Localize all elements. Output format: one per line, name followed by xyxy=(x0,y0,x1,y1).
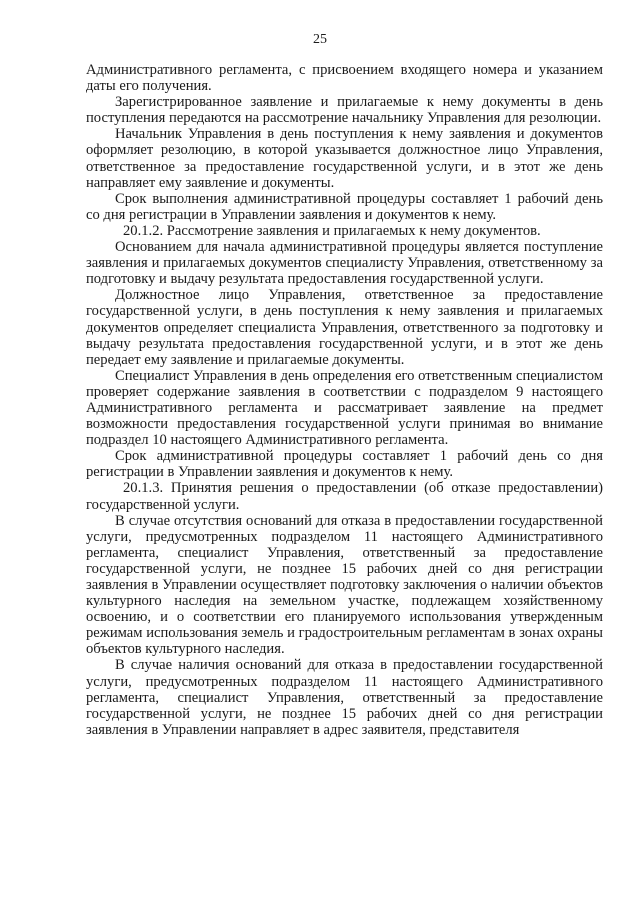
paragraph-basis: Основанием для начала административной процедуры является поступление заявления и прилагаемых документов специалисту Управления, ответственному за подготовку и выдачу результата предоставления государственной услуги. xyxy=(86,239,603,288)
paragraph-official: Должностное лицо Управления, ответственное за предоставление государственной услуги, в день поступления к нему заявления и прилагаемых документов определяет специалиста Управления, ответственного за подготовку и выдачу результата предоставления государственной услуги, и в этот же день передает ему заявление и прилагаемые документы. xyxy=(86,287,603,368)
paragraph-head-resolution: Начальник Управления в день поступления к нему заявления и документов оформляет резолюцию, в которой указывается должностное лицо Управления, ответственное за предоставление государственной услуги, и в этот же день направляет ему заявление и документы. xyxy=(86,126,603,191)
section-heading-20-1-3: 20.1.3. Принятия решения о предоставлении (об отказе предоставлении) государственной услуги. xyxy=(86,480,603,513)
paragraph-registered-application: Зарегистрированное заявление и прилагаемые к нему документы в день поступления передаются на рассмотрение начальнику Управления для резолюции. xyxy=(86,94,603,127)
paragraph-term-2: Срок административной процедуры составляет 1 рабочий день со дня регистрации в Управлении заявления и документов к нему. xyxy=(86,448,603,481)
section-heading-20-1-2: 20.1.2. Рассмотрение заявления и прилагаемых к нему документов. xyxy=(123,222,541,239)
page-number: 25 xyxy=(313,32,327,47)
paragraph-continuation: Административного регламента, с присвоением входящего номера и указанием даты его получения. xyxy=(86,62,603,95)
paragraph-no-grounds-refusal: В случае отсутствия оснований для отказа в предоставлении государственной услуги, предусмотренных подразделом 11 настоящего Административного регламента, специалист Управления, ответственный за предоставление государственной услуги, не позднее 15 рабочих дней со дня регистрации заявления в Управлении осуществляет подготовку заключения о наличии объектов культурного наследия на земельном участке, подлежащем хозяйственному освоению, и о соответствии его планируемого использования утвержденным режимам использования земель и градостроительным регламентам в зонах охраны объектов культурного наследия. xyxy=(86,512,603,658)
paragraph-grounds-refusal: В случае наличия оснований для отказа в предоставлении государственной услуги, предусмотренных подразделом 11 настоящего Административного регламента, специалист Управления, ответственный за предоставление государственной услуги, не позднее 15 рабочих дней со дня регистрации заявления в Управлении направляет в адрес заявителя, представителя xyxy=(86,657,603,738)
paragraph-specialist-check: Специалист Управления в день определения его ответственным специалистом проверяет содержание заявления в соответствии с подразделом 9 настоящего Административного регламента и рассматривает заявление на предмет возможности предоставления государственной услуги принимая во внимание подраздел 10 настоящего Административного регламента. xyxy=(86,367,603,449)
paragraph-term-1: Срок выполнения административной процедуры составляет 1 рабочий день со дня регистрации в Управлении заявления и документов к нему. xyxy=(86,190,603,223)
document-body xyxy=(86,62,603,738)
